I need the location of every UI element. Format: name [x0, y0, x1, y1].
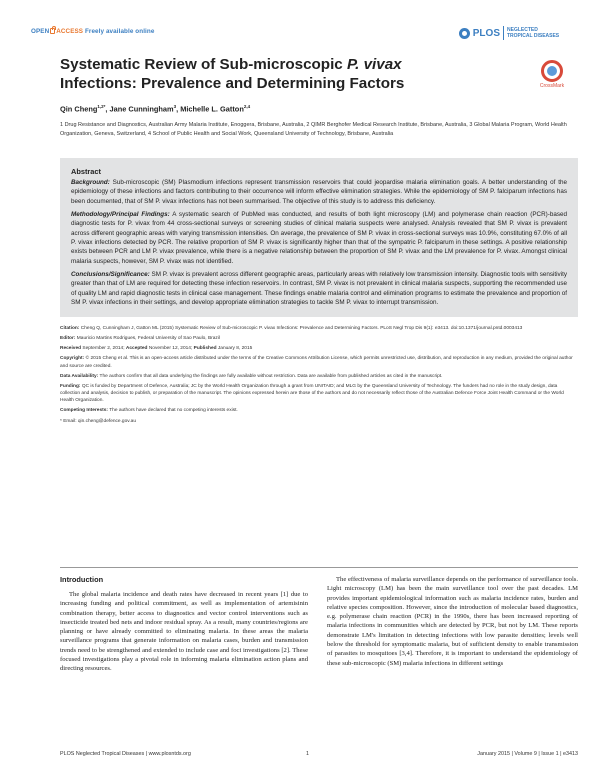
editor: Editor: Mauricio Martins Rodrigues, Federal University of Sao Paulo, Brazil	[60, 336, 220, 342]
abstract-background: Background: Sub-microscopic (SM) Plasmodium infections represent transmission reservoirs that could jeopardise malaria elimination goals. A better understanding of the epidemiology of these infections and factors contributing to their occurrence will inform effective elimination strategies. While the epidemiology of SM P. falciparum infections has been documented, that of SM P. vivax infections has not been summarised. The objective of this study is to address this deficiency.	[71, 179, 567, 205]
funding: Funding: QC is funded by Department of Defence, Australia; JC by the World Health Organization through a grant from UNITAID; and MLG by the Queensland University of Technology. The funders had no role in the study design, data collection and analysis, decision to publish, or preparation of the manuscript. The opinions expressed herein are those of the authors and do not necessarily reflect those of the Australian Defence Force Joint Health Command or the World Health Organization.	[60, 383, 564, 404]
freely-available-label: Freely available online	[84, 28, 155, 35]
open-access-lock-icon	[50, 28, 55, 34]
crossmark-icon	[541, 60, 563, 82]
crossmark-label: CrossMark	[539, 83, 565, 89]
page-number: 1	[306, 751, 309, 757]
author-list: Qin Cheng$^{1,2*}$, Jane Cunningham$^3$, Michelle L. Gatton$^{2,4}$	[60, 104, 251, 114]
copyright: Copyright: © 2015 Cheng et al. This is an open-access article distributed under the terms of the Creative Commons Attribution License, which permits unrestricted use, distribution, and reproduction in any medium, provided the original author and source are credited.	[60, 356, 573, 369]
abstract-methods: Methodology/Principal Findings: A systematic search of PubMed was conducted, and results of both light microscopy (LM) and polymerase chain reaction (PCR)-based diagnostic tests for P. vivax from 44 cross-sectional surveys or screening studies of clinical malaria suspects were analysed. Analysis revealed that SM P. vivax is prevalent across different geographic areas with varying transmission intensities. On average, the prevalence of SM P. vivax in cross-sectional surveys was 10.9%, constituting 67.0% of all P. vivax infections detected by PCR. The relative proportion of SM P. vivax is significantly higher than that of the sympatric P. falciparum in these settings. A positive relationship exists between PCR and LM P. vivax prevalence, while there is a negative relationship between the proportion of SM P. vivax and the LM prevalence for P. vivax. Amongst clinical malaria suspects, however, SM P. vivax was not identified.	[71, 211, 567, 265]
footer-issue: January 2015 | Volume 9 | Issue 1 | e3413	[477, 751, 578, 757]
abstract-heading: Abstract	[71, 167, 101, 176]
citation: Citation: Cheng Q, Cunningham J, Gatton ML (2015) Systematic Review of Sub-microscopic P. vivax Infections: Prevalence and Determining Factors. PLoS Negl Trop Dis 9(1): e3413. doi:10.1371/journal.pntd.0003413	[60, 326, 523, 331]
section-divider	[60, 567, 578, 568]
intro-right-column: The effectiveness of malaria surveillance depends on the performance of surveillance tools. Light microscopy (LM) has been the main surveillance tool over the past decades. LM provides important epidemiological information such as malaria incidence rates, burden and relative species composition. However, since the introduction of molecular based diagnostics, e.g. polymerase chain reaction (PCR) in the 1990s, there has been increased reporting of malaria infections in communities which are detected by PCR, but not by LM. These reports demonstrate LM's limitation in detecting infections with low parasite densities; levels well below the threshold for symptomatic malaria, but of sufficient density to enable transmission of parasites to mosquitoes [3,4]. Therefore, it is important to understand the epidemiology of these sub-microscopic (SM) malaria infections in different settings	[327, 576, 578, 667]
data-availability: Data Availability: The authors confirm that all data underlying the findings are fully available without restriction. Data are available from published articles as cited in the manuscript.	[60, 373, 443, 379]
crossmark-badge[interactable]	[532, 60, 572, 89]
affiliations: 1 Drug Resistance and Diagnostics, Australian Army Malaria Institute, Enoggera, Brisbane, Australia, 2 QIMR Berghofer Medical Research Institute, Brisbane, Australia, 3 Global Malaria Program, World Health Organization, Geneva, Switzerland, 4 School of Public Health and Social Work, Queensland University of Technology, Brisbane, Australia	[60, 122, 567, 138]
journal-name: NEGLECTED TROPICAL DISEASES	[507, 27, 560, 39]
plos-logo[interactable]	[459, 24, 577, 42]
abstract-conclusions: Conclusions/Significance: SM P. vivax is prevalent across different geographic areas, particularly areas with relatively low transmission intensity. Diagnostic tools with sensitivity greater than that of LM are required for detecting these infection reservoirs. In contrast, SM P. vivax is not prevalent in clinical malaria suspects, supporting the recommended use of quality LM and rapid diagnostic tests in clinical case management. These findings enable malaria control and elimination programs to estimate the prevalence and proportion of SM P. vivax infections in their settings, and develop appropriate elimination strategies to tackle SM P. vivax to interrupt transmission.	[71, 271, 567, 307]
open-access-badge[interactable]	[31, 28, 154, 35]
plos-circle-icon	[459, 28, 470, 39]
title-species: P. vivax	[346, 56, 402, 73]
article-title: Systematic Review of Sub-microscopic P. vivax Infections: Prevalence and Determining Factors	[60, 56, 405, 92]
dates: Received September 2, 2014; Accepted November 12, 2014; Published January 8, 2015	[60, 346, 253, 352]
intro-left-column: The global malaria incidence and death rates have decreased in recent years [1] due to increasing funding and political commitment, as well as implementation of artemisinin combination therapy, better access to diagnostics and vector control interventions such as insecticide treated bed nets and indoor residual spray. As a result, many countries/regions are planning or have already committed to eliminating malaria. In these areas the malaria surveillance programs that generate information on malaria cases, burden and transmission trends need to be strengthened and extended to include case and foci investigations [2]. These focused investigations play a pivotal role in informing malaria elimination action plans and directing resources.	[60, 591, 308, 673]
header-bar	[31, 26, 577, 42]
contact-email[interactable]: * Email: qin.cheng@defence.gov.au	[60, 418, 136, 424]
article-metadata	[60, 325, 578, 428]
open-label: OPEN	[31, 28, 50, 35]
author-name: Michelle L. Gatton	[180, 104, 244, 114]
competing-interests: Competing Interests: The authors have declared that no competing interests exist.	[60, 408, 238, 414]
author-name: Qin Cheng	[60, 104, 98, 114]
author-name: Jane Cunningham	[109, 104, 174, 114]
logo-divider	[503, 26, 504, 40]
page-footer	[60, 751, 578, 763]
introduction-heading: Introduction	[60, 575, 104, 584]
access-label: ACCESS	[56, 28, 84, 35]
plos-wordmark: PLOS	[472, 27, 500, 39]
abstract-box	[60, 158, 578, 317]
footer-journal[interactable]: PLOS Neglected Tropical Diseases | www.plosntds.org	[60, 751, 191, 757]
